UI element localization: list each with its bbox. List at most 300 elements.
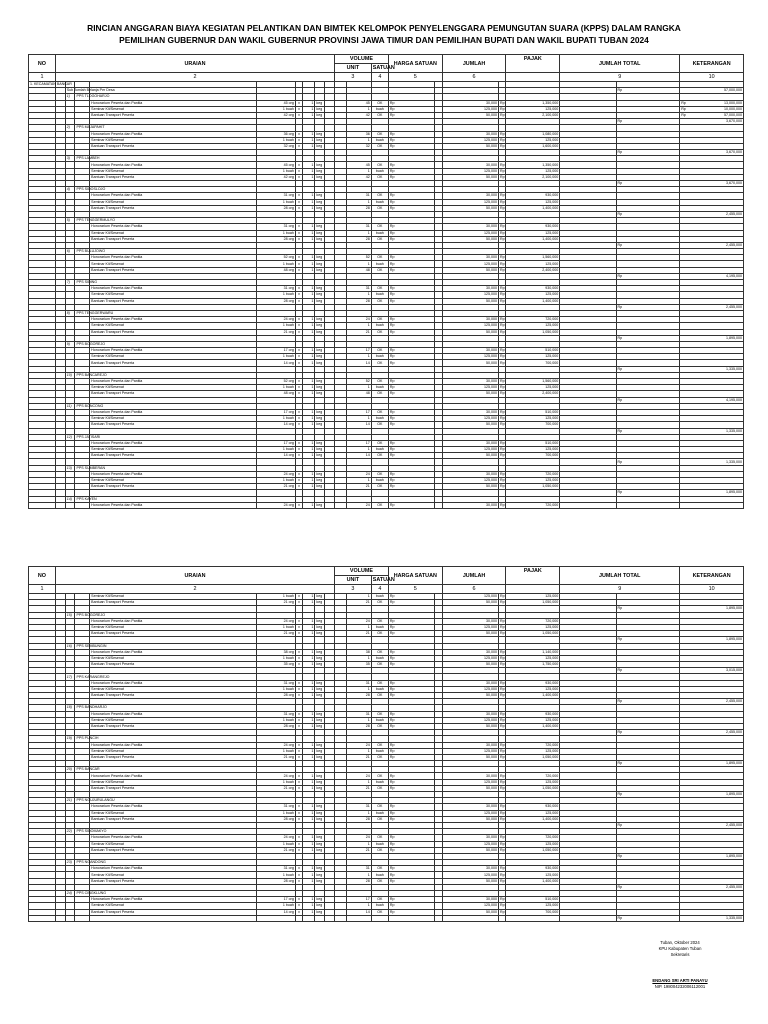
table-cell: 17 org — [256, 440, 295, 446]
table-cell: 38 org — [256, 649, 295, 655]
table-cell: keg — [315, 224, 325, 230]
table-cell: 42 org — [256, 112, 295, 118]
table-cell: OK — [371, 193, 388, 199]
table-cell: 1 — [303, 502, 315, 508]
table-cell: x — [295, 478, 302, 484]
table-cell: x — [295, 878, 302, 884]
table-cell: Rp — [616, 606, 680, 612]
table-cell: 35 — [347, 662, 371, 668]
table-cell: 50,000 — [442, 143, 498, 149]
table-cell: Rp — [388, 205, 435, 211]
table-cell: keg — [315, 594, 325, 600]
table-cell: 1 buah — [256, 385, 295, 391]
table-cell: Rp — [388, 742, 435, 748]
table-cell: 24 org — [256, 835, 295, 841]
table-cell: x — [295, 267, 302, 273]
table-cell: Rp — [500, 909, 505, 914]
table-cell: OK — [371, 360, 388, 366]
table-cell: Rp — [500, 447, 505, 452]
table-cell: OK — [371, 835, 388, 841]
table-cell: keg — [315, 354, 325, 360]
table-cell: 2,100,000 — [506, 174, 560, 180]
table-cell: 1 — [347, 748, 371, 754]
table-cell: 1 — [303, 199, 315, 205]
table-cell: 50,000 — [442, 693, 498, 699]
table-cell: 50,000 — [442, 878, 498, 884]
col-header-no: NO — [29, 55, 56, 73]
table-cell: buah — [371, 686, 388, 692]
table-cell: buah — [371, 717, 388, 723]
col-number: 3 — [335, 73, 372, 82]
table-cell: Rp — [500, 317, 505, 322]
table-cell: x — [295, 162, 302, 168]
table-cell: Rp — [500, 810, 505, 815]
table-cell: 1 — [303, 649, 315, 655]
table-cell: PPS BANCAR — [76, 767, 100, 772]
table-cell: 30,000 — [442, 897, 498, 903]
table-cell: 1 — [303, 385, 315, 391]
table-cell: Bantuan Transport Peserta — [90, 143, 256, 149]
table-cell: 1,400,000 — [506, 298, 560, 304]
table-cell: Rp — [500, 360, 505, 365]
table-cell: 1 — [303, 835, 315, 841]
table-cell: PPS BONCONG — [76, 403, 104, 408]
table-cell: 1 — [347, 841, 371, 847]
col-header-pajak: PAJAK — [506, 55, 560, 73]
table-cell: keg — [315, 255, 325, 261]
table-cell: 125,000 — [506, 686, 560, 692]
table-cell: keg — [315, 471, 325, 477]
table-cell: keg — [315, 773, 325, 779]
col-header-unit: UNIT — [335, 576, 372, 585]
table-cell: 3) — [65, 156, 75, 162]
table-cell: 1 — [303, 298, 315, 304]
table-cell: 125,000 — [442, 323, 498, 329]
table-cell: 2,455,000 — [680, 304, 744, 310]
table-cell: 15) — [65, 612, 75, 618]
table-cell: Rp — [388, 600, 435, 606]
table-cell: 50,000 — [442, 484, 498, 490]
table-cell: OK — [371, 100, 388, 106]
table-cell: 10) — [65, 372, 75, 378]
table-cell: Rp — [616, 428, 680, 434]
table-cell: 1,050,000 — [506, 847, 560, 853]
table-cell: Rp — [388, 484, 435, 490]
table-cell: keg — [315, 785, 325, 791]
table-row — [29, 915, 744, 921]
table-cell: Rp — [388, 354, 435, 360]
table-cell: 31 — [347, 804, 371, 810]
table-cell: 1 — [303, 453, 315, 459]
table-cell: 1 — [347, 624, 371, 630]
table-cell: 1 — [303, 693, 315, 699]
table-cell: Seminar Kit/Sesenat — [90, 594, 256, 600]
table-cell: 1 — [303, 903, 315, 909]
table-cell: Rp — [388, 416, 435, 422]
table-cell: 3,670,000 — [680, 119, 744, 125]
table-cell: x — [295, 680, 302, 686]
table-cell: 24 — [347, 317, 371, 323]
table-cell: 125,000 — [442, 199, 498, 205]
table-cell: Rp — [500, 230, 505, 235]
table-cell: Rp — [388, 255, 435, 261]
table-cell: x — [295, 391, 302, 397]
col-header-keterangan: KETERANGAN — [680, 55, 744, 73]
table-cell: 1 — [303, 348, 315, 354]
table-cell — [65, 502, 75, 508]
table-cell: OK — [371, 847, 388, 853]
table-cell: 21 — [347, 847, 371, 853]
table-cell: 125,000 — [442, 655, 498, 661]
table-cell: Bantuan Transport Peserta — [90, 267, 256, 273]
table-cell: x — [295, 143, 302, 149]
table-cell: 31 org — [256, 193, 295, 199]
table-cell: Rp — [500, 773, 505, 778]
table-cell: 125,000 — [442, 872, 498, 878]
table-cell: Seminar Kit/Sesenat — [90, 655, 256, 661]
table-cell: x — [295, 816, 302, 822]
table-cell: Seminar Kit/Sesenat — [90, 354, 256, 360]
table-cell: 30,000 — [442, 224, 498, 230]
table-cell: 1,560,000 — [506, 379, 560, 385]
table-cell: 30,000 — [442, 317, 498, 323]
table-cell: OK — [371, 785, 388, 791]
table-cell: 1 — [303, 447, 315, 453]
table-cell: Rp — [388, 748, 435, 754]
table-cell: 1,895,000 — [680, 335, 744, 341]
table-cell: 1 buah — [256, 230, 295, 236]
table-cell: 48 org — [256, 267, 295, 273]
table-cell: Bantuan Transport Peserta — [90, 484, 256, 490]
table-cell: Sub Jumlah Belanja Per Desa — [66, 88, 115, 93]
table-cell: Seminar Kit/Sesenat — [90, 717, 256, 723]
table-cell: 1 — [303, 680, 315, 686]
table-cell: Bantuan Transport Peserta — [90, 236, 256, 242]
col-number: 2 — [55, 585, 334, 594]
table-cell — [347, 915, 371, 921]
table-cell: 1,050,000 — [506, 600, 560, 606]
table-cell: 1 — [347, 354, 371, 360]
table-cell: Seminar Kit/Sesenat — [90, 385, 256, 391]
table-cell: 125,000 — [442, 779, 498, 785]
col-number: 6 — [442, 585, 506, 594]
table-cell: 930,000 — [506, 680, 560, 686]
table-cell: Rp — [388, 816, 435, 822]
table-cell: 1 — [303, 779, 315, 785]
table-cell: 1 — [303, 478, 315, 484]
table-cell: 1,560,000 — [506, 255, 560, 261]
table-cell: Rp — [500, 471, 505, 476]
table-cell: x — [295, 131, 302, 137]
table-cell: 17 — [347, 409, 371, 415]
table-cell: Rp — [388, 723, 435, 729]
table-cell: 30,000 — [442, 255, 498, 261]
table-cell: keg — [315, 662, 325, 668]
table-cell: Rp — [388, 810, 435, 816]
table-cell: 1 — [347, 717, 371, 723]
table-cell: Rp — [616, 699, 680, 705]
table-cell: 30,000 — [442, 711, 498, 717]
table-cell: 17 — [347, 897, 371, 903]
table-cell: 1,050,000 — [506, 484, 560, 490]
keterangan-value: 13,000,000 — [724, 100, 742, 105]
table-cell: 1,895,000 — [680, 853, 744, 859]
table-cell: Bantuan Transport Peserta — [90, 329, 256, 335]
table-cell: keg — [315, 348, 325, 354]
table-cell: PPS KAYEN — [76, 496, 97, 501]
table-cell: OK — [371, 631, 388, 637]
table-cell: 1 — [303, 816, 315, 822]
table-cell: 1 buah — [256, 323, 295, 329]
table-cell: Rp — [388, 348, 435, 354]
table-cell: Rp — [500, 100, 505, 105]
table-cell: 20) — [65, 767, 75, 773]
table-cell: buah — [371, 447, 388, 453]
table-cell: 510,000 — [506, 348, 560, 354]
table-cell: buah — [371, 106, 388, 112]
table-cell: OK — [371, 112, 388, 118]
table-cell: 4,195,000 — [680, 397, 744, 403]
table-cell: OK — [371, 804, 388, 810]
table-cell: Rp — [388, 903, 435, 909]
table-cell: 1 — [347, 292, 371, 298]
table-cell: Rp — [616, 915, 680, 921]
table-cell: 1 buah — [256, 137, 295, 143]
table-cell: 5) — [65, 218, 75, 224]
table-cell — [680, 502, 744, 508]
table-cell: Rp — [500, 267, 505, 272]
table-cell: Rp — [388, 841, 435, 847]
table-cell: x — [295, 298, 302, 304]
col-number: 5 — [388, 585, 442, 594]
table-cell: 30,000 — [442, 773, 498, 779]
table-cell: Rp — [500, 453, 505, 458]
table-cell: 1 — [347, 385, 371, 391]
table-cell: 1 — [303, 261, 315, 267]
table-cell: Seminar Kit/Sesenat — [90, 686, 256, 692]
table-cell: 16) — [65, 643, 75, 649]
table-cell: x — [295, 360, 302, 366]
table-cell: keg — [315, 872, 325, 878]
table-cell: Rp — [500, 655, 505, 660]
table-cell: 1 — [303, 137, 315, 143]
table-cell: Rp — [616, 88, 680, 94]
table-cell: 1 buah — [256, 261, 295, 267]
table-cell: 125,000 — [442, 416, 498, 422]
table-cell: keg — [315, 680, 325, 686]
table-cell: Seminar Kit/Sesenat — [90, 199, 256, 205]
table-cell: 30,000 — [442, 471, 498, 477]
table-cell: 21 org — [256, 785, 295, 791]
table-cell: x — [295, 841, 302, 847]
table-cell: 50,000 — [442, 754, 498, 760]
table-cell: x — [295, 379, 302, 385]
col-number: 1 — [29, 73, 56, 82]
table-cell: keg — [315, 878, 325, 884]
table-cell: 18) — [65, 705, 75, 711]
table-cell: 1 buah — [256, 779, 295, 785]
table-cell: Rp — [500, 255, 505, 260]
table-cell: 125,000 — [506, 717, 560, 723]
table-cell: 48 — [347, 391, 371, 397]
table-cell: 1 — [347, 137, 371, 143]
table-cell: 1 — [347, 903, 371, 909]
table-cell: x — [295, 100, 302, 106]
table-cell: OK — [371, 348, 388, 354]
table-cell: Rp — [616, 668, 680, 674]
table-cell: Bantuan Transport Peserta — [90, 205, 256, 211]
col-number: 5 — [388, 73, 442, 82]
table-cell: keg — [315, 199, 325, 205]
table-cell: PPS BANDHARJO — [76, 705, 107, 710]
table-cell: keg — [315, 292, 325, 298]
table-cell: x — [295, 348, 302, 354]
table-cell: 32 org — [256, 143, 295, 149]
table-cell: x — [295, 323, 302, 329]
table-cell: 1 buah — [256, 810, 295, 816]
table-cell: Rp — [388, 447, 435, 453]
signature-name: ENDANG SRI ARTI PANAYU — [652, 978, 708, 983]
table-cell: 1 buah — [256, 686, 295, 692]
table-cell: PPS MAJAPAHIT — [76, 125, 105, 130]
table-cell: 1 — [303, 624, 315, 630]
table-cell: x — [295, 440, 302, 446]
table-cell: Rp — [388, 199, 435, 205]
table-cell: 125,000 — [506, 872, 560, 878]
table-cell: Rp — [500, 662, 505, 667]
table-cell: 24 — [347, 835, 371, 841]
table-cell: 48 — [347, 267, 371, 273]
table-cell: Rp — [388, 804, 435, 810]
table-cell: 1 — [303, 748, 315, 754]
table-cell: keg — [315, 816, 325, 822]
table-cell: Rp — [388, 649, 435, 655]
table-cell: keg — [315, 810, 325, 816]
col-number — [506, 73, 560, 82]
table-cell: 28 org — [256, 693, 295, 699]
table-cell: x — [295, 224, 302, 230]
table-cell: Seminar Kit/Sesenat — [90, 323, 256, 329]
table-cell: OK — [371, 600, 388, 606]
table-cell: 1,600,000 — [506, 143, 560, 149]
table-cell: 14 — [347, 360, 371, 366]
signature-org: KPU Kabupaten Tuban — [658, 946, 702, 951]
table-cell: 22) — [65, 829, 75, 835]
table-cell: 125,000 — [442, 106, 498, 112]
table-cell: keg — [315, 409, 325, 415]
table-cell: 30,000 — [442, 804, 498, 810]
table-cell: Seminar Kit/Sesenat — [90, 230, 256, 236]
table-cell: PPS SIDING — [76, 280, 98, 285]
col-number: 9 — [560, 585, 680, 594]
table-cell: 42 — [347, 174, 371, 180]
table-cell: 14 org — [256, 909, 295, 915]
table-cell: Bantuan Transport Peserta — [90, 174, 256, 180]
table-cell — [256, 915, 295, 921]
table-cell: 1 — [347, 261, 371, 267]
table-cell: x — [295, 199, 302, 205]
table-cell: 50,000 — [442, 631, 498, 637]
table-cell: 125,000 — [442, 748, 498, 754]
table-cell: 17 org — [256, 409, 295, 415]
col-header-no: NO — [29, 567, 56, 585]
table-cell: x — [295, 773, 302, 779]
table-cell: keg — [315, 866, 325, 872]
table-cell: 30,000 — [442, 649, 498, 655]
table-cell: 13) — [65, 465, 75, 471]
table-cell: x — [295, 872, 302, 878]
table-cell: 50,000 — [442, 909, 498, 915]
table-cell: x — [295, 909, 302, 915]
col-header-uraian: URAIAN — [55, 567, 334, 585]
table-cell: buah — [371, 478, 388, 484]
table-cell: 31 — [347, 286, 371, 292]
table-cell: x — [295, 903, 302, 909]
col-header-jumlah-total: JUMLAH TOTAL — [560, 567, 680, 585]
table-cell: x — [295, 193, 302, 199]
table-cell: 28 org — [256, 878, 295, 884]
table-cell: Rp — [388, 785, 435, 791]
table-cell: 125,000 — [442, 168, 498, 174]
table-cell: keg — [315, 649, 325, 655]
table-cell: 3,015,000 — [680, 668, 744, 674]
table-cell: 28 — [347, 723, 371, 729]
table-cell: Rp — [500, 199, 505, 204]
table-cell: Rp — [500, 804, 505, 809]
table-cell: Rp — [500, 502, 505, 507]
table-cell: 31 — [347, 193, 371, 199]
table-cell: Bantuan Transport Peserta — [90, 360, 256, 366]
table-cell: keg — [315, 391, 325, 397]
table-cell: keg — [315, 478, 325, 484]
table-cell: Rp — [500, 298, 505, 303]
table-cell: PPS BANCAREJO — [76, 372, 107, 377]
table-cell: keg — [315, 686, 325, 692]
table-cell: 1 buah — [256, 594, 295, 600]
table-cell: 1 — [303, 205, 315, 211]
table-cell: 14 — [347, 909, 371, 915]
table-cell: keg — [315, 100, 325, 106]
budget-table-page-1 — [28, 54, 744, 509]
table-cell: Rp — [388, 897, 435, 903]
table-cell — [325, 502, 335, 508]
table-cell: 50,000 — [442, 816, 498, 822]
table-cell: 1 — [347, 810, 371, 816]
table-cell: Rp — [388, 100, 435, 106]
table-cell: buah — [371, 779, 388, 785]
table-cell: 30,000 — [442, 100, 498, 106]
table-cell: PPS TLOGOHARJO — [76, 94, 110, 99]
table-cell: keg — [315, 193, 325, 199]
table-cell: Rp — [616, 853, 680, 859]
table-cell: x — [295, 174, 302, 180]
table-cell: 50,000 — [442, 453, 498, 459]
table-cell: OK — [371, 693, 388, 699]
table-cell: buah — [371, 416, 388, 422]
table-cell: Honorarium Peserta dan Panitia — [90, 379, 256, 385]
table-cell: OK — [371, 866, 388, 872]
table-cell: 510,000 — [506, 897, 560, 903]
table-cell: 125,000 — [442, 137, 498, 143]
table-cell: Rp — [388, 847, 435, 853]
table-cell: 1,335,000 — [680, 915, 744, 921]
table-cell: 1 — [347, 447, 371, 453]
table-cell — [435, 502, 442, 508]
table-cell: OK — [371, 255, 388, 261]
table-cell: keg — [315, 261, 325, 267]
table-cell: OK — [371, 329, 388, 335]
table-cell: OK — [371, 484, 388, 490]
